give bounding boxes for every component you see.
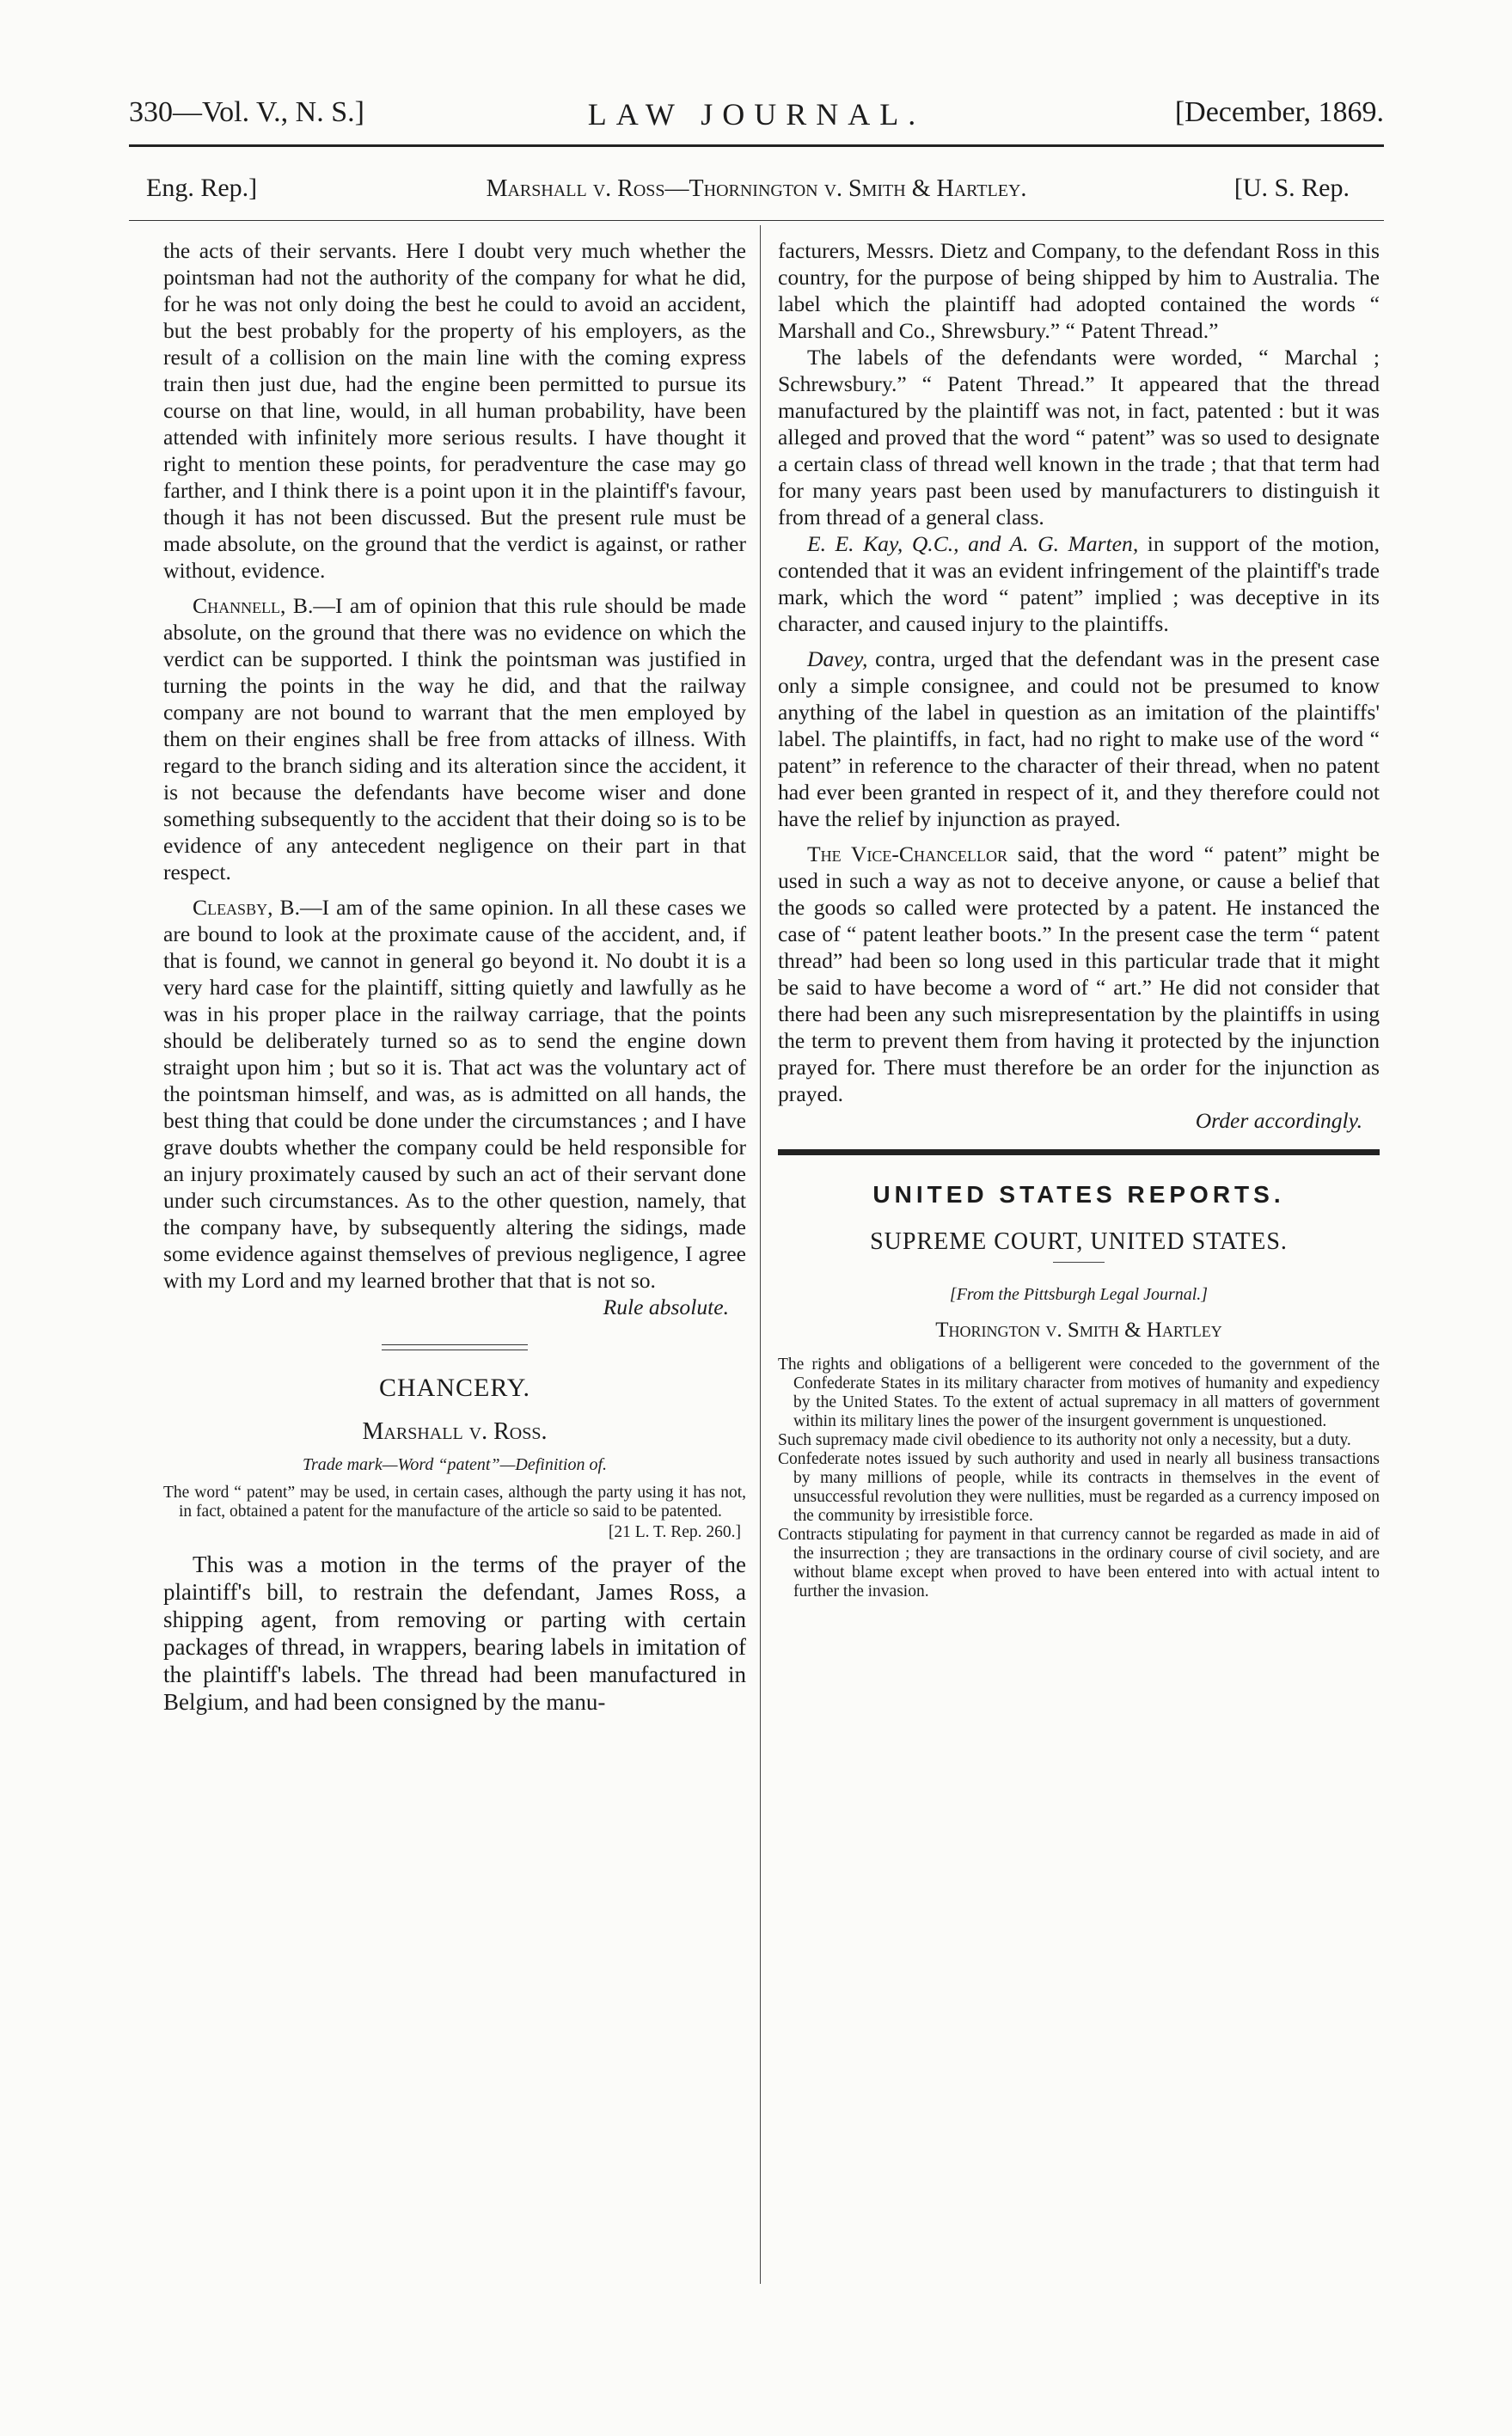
paragraph-text: contra, urged that the defendant was in the present case only a simple consignee, and could not be presumed to know anything of the label in question as an imitation of the plaintiffs' label. The plaintiffs, in fact, had no right to make use of the word “ patent” in reference to the character of their thread, when no patent had ever been granted in respect of it, and they therefore could not have the relief by injunction as prayed. bbox=[778, 646, 1380, 831]
speaker: Cleasby, B. bbox=[193, 895, 300, 920]
section-divider bbox=[382, 1344, 528, 1350]
case-title: Marshall v. Ross. bbox=[362, 1418, 548, 1445]
counsel: E. E. Kay, Q.C., and A. G. Marten, bbox=[807, 531, 1139, 556]
court-title: SUPREME COURT, UNITED STATES. bbox=[870, 1228, 1288, 1255]
syllabus: The word “ patent” may be used, in certain cases, although the party using it has not, in fact, obtained a patent for the manufacture of the article so said to be patented. bbox=[163, 1484, 746, 1521]
sub-header-rule bbox=[129, 220, 1384, 221]
paragraph: This was a motion in the terms of the prayer of the plaintiff's bill, to restrain the defendant, James Ross, a shipping agent, from removing or parting with certain packages of thread, in wrappers, bearing labels in imitation of the plaintiff's labels. The thread had been manufactured in Belgium, and had been consigned by the manu- bbox=[163, 1552, 746, 1715]
judgment-result: Rule absolute. bbox=[603, 1295, 729, 1319]
column-divider bbox=[760, 225, 761, 2284]
syllabus-item: Such supremacy made civil obedience to its authority not only a necessity, but a duty. bbox=[778, 1431, 1351, 1449]
citation: [21 L. T. Rep. 260.] bbox=[608, 1523, 741, 1541]
paragraph bbox=[778, 530, 1380, 637]
paragraph: the acts of their servants. Here I doubt very much whether the pointsman had not the authority of the company for what he did, for he was not only doing the best he could to avoid an accident, but the best probably for the property of his employers, as the result of a collision on the main line with the coming express train then just due, had the engine been permitted to pursue its course on that line, would, in all human probability, have been attended with infinitely more serious results. I have thought it right to mention these points, for peradventure the case may go farther, and I think there is a point upon it in the plaintiff's favour, though it has not been discussed. But the present rule must be made absolute, on the ground that the verdict is against, or rather without, evidence. bbox=[163, 238, 746, 583]
section-heading: CHANCERY. bbox=[379, 1374, 530, 1402]
issue-date: [December, 1869. bbox=[1174, 96, 1384, 128]
speaker: The Vice-Chancellor bbox=[807, 842, 1007, 866]
short-divider bbox=[1053, 1262, 1105, 1263]
paragraph-text: said, that the word “ patent” might be used in such a way as not to deceive anyone, or cause a belief that the goods so called were protected by a patent. He instanced the case of “ patent leather boots.” In the present case the term “ patent thread” had been so long used in this particular trade that it might be said to have become a word of “ art.” He did not consider that there had been any such misrepresentation by the plaintiffs in using the term to prevent them from having it protected by the injunction prayed for. There must therefore be an order for the injunction as prayed. bbox=[778, 842, 1380, 1106]
source-note: [From the Pittsburgh Legal Journal.] bbox=[949, 1285, 1209, 1304]
journal-title: LAW JOURNAL. bbox=[587, 97, 926, 132]
right-report-label: [U. S. Rep. bbox=[1233, 174, 1350, 202]
header-rule bbox=[129, 144, 1384, 147]
paragraph-text: —I am of the same opinion. In all these cases we are bound to look at the proximate cause of the accident, and, if that is found, we cannot in general go beyond it. No doubt it is a very hard case for the plaintiff, sitting quietly and lawfully as he was in his proper place in the railway carriage, that the points should be deliberately turned so as to send the engine down straight upon him ; but so it is. That act was the voluntary act of the pointsman himself, and was, as is admitted on all hands, the best thing that could be done under the circumstances ; and I have grave doubts whether the company could be held responsible for an injury proximately caused by such an act of their servant done under such circumstances. As to the other question, namely, that the company have, by subsequently altering the sidings, made some evidence against themselves of previous negligence, I agree with my Lord and my learned brother that that is not so. bbox=[163, 895, 746, 1293]
left-column bbox=[163, 237, 746, 1716]
speaker: Channell, B. bbox=[193, 593, 314, 618]
paragraph bbox=[778, 646, 1380, 832]
heavy-rule bbox=[778, 1149, 1380, 1155]
page-volume: 330—Vol. V., N. S.] bbox=[129, 96, 364, 128]
paragraph bbox=[163, 894, 746, 1294]
syllabus-item: Confederate notes issued by such authority and used in nearly all business transactions by many millions of people, while its contracts in themselves in the event of unsuccessful revolution they were nullities, must be regarded as a currency imposed on the community by irresistible force. bbox=[778, 1450, 1380, 1525]
right-column bbox=[778, 237, 1380, 1601]
running-header bbox=[129, 96, 1384, 141]
section-heading: UNITED STATES REPORTS. bbox=[872, 1181, 1285, 1208]
case-names: Marshall v. Ross—Thornington v. Smith & Hartley. bbox=[486, 175, 1027, 202]
paragraph bbox=[163, 592, 746, 885]
counsel: Davey, bbox=[807, 646, 868, 671]
syllabus-item: The rights and obligations of a belligerent were conceded to the government of the Confederate States in its military character from motives of humanity and expediency by the United States. To the extent of actual supremacy in all matters of government within its military lines the power of the insurgent government is unquestioned. bbox=[778, 1356, 1380, 1430]
syllabus-item: Contracts stipulating for payment in that currency cannot be regarded as made in aid of the insurrection ; they are transactions in the ordinary course of civil society, and are without blame except when proved to have been entered into with actual intent to further the invasion. bbox=[778, 1526, 1380, 1601]
paragraph: facturers, Messrs. Dietz and Company, to the defendant Ross in this country, for the purpose of being shipped by him to Australia. The label which the plaintiff had adopted contained the words “ Marshall and Co., Shrewsbury.” “ Patent Thread.” bbox=[778, 238, 1380, 343]
paragraph: The labels of the defendants were worded, “ Marchal ; Schrewsbury.” “ Patent Thread.” It appeared that the thread manufactured by the plaintiff was not, in fact, patented : but it was alleged and proved that the word “ patent” was so used to designate a certain class of thread well known in the trade ; that that term had for many years past been used by manufacturers to distinguish it from thread of a general class. bbox=[778, 345, 1380, 529]
paragraph bbox=[778, 841, 1380, 1107]
case-title: Thorington v. Smith & Hartley bbox=[935, 1319, 1222, 1342]
judgment-result: Order accordingly. bbox=[1195, 1108, 1362, 1133]
left-report-label: Eng. Rep.] bbox=[146, 174, 258, 202]
paragraph-text: —I am of opinion that this rule should be made absolute, on the ground that there was no evidence on which the verdict can be supported. I think the pointsman was justified in turning the points in the way he did, and that the railway company are not bound to warrant that the men employed by them on their engines shall be free from attacks of illness. With regard to the branch siding and its alteration since the accident, it is not because the defendants have become wiser and done something subsequently to the accident that their doing so is to be evidence of any antecedent negligence on their part in that respect. bbox=[163, 593, 746, 884]
case-topic: Trade mark—Word “patent”—Definition of. bbox=[302, 1455, 608, 1474]
paragraph-text: in support of the motion, contended that it was an evident infringement of the plaintiff's trade mark, which the word “ patent” implied ; was deceptive in its character, and caused injury to the plaintiffs. bbox=[778, 531, 1380, 636]
sub-header bbox=[129, 174, 1384, 215]
